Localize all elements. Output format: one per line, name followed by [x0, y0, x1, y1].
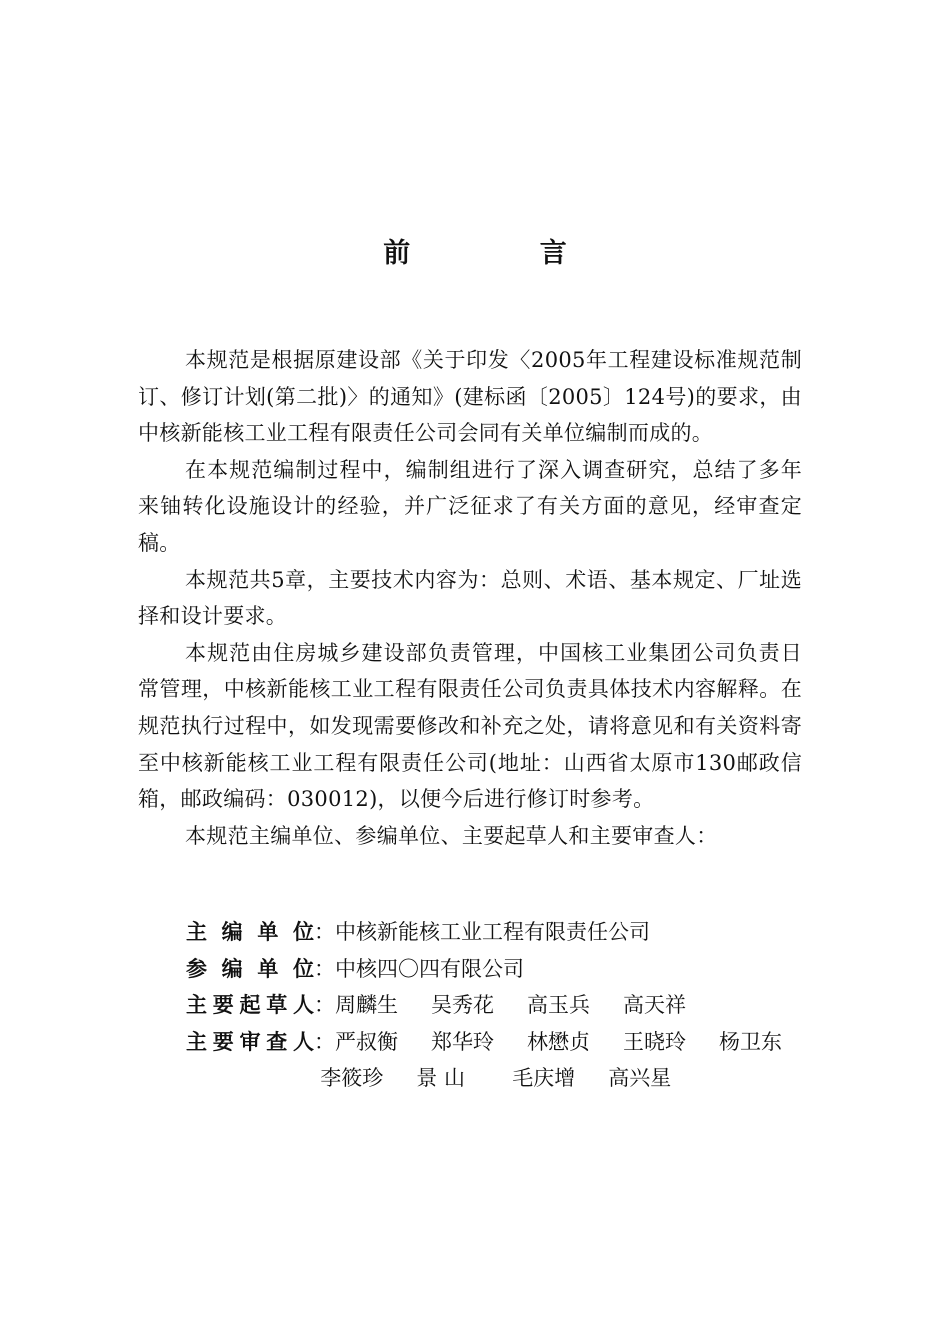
credit-drafters: [186, 987, 826, 1024]
reviewer-names: [335, 1024, 826, 1061]
reviewer-name: 高兴星: [608, 1066, 672, 1091]
credit-label: 主要审查人: [186, 1029, 314, 1054]
credit-colon: ：: [314, 993, 335, 1018]
drafter-name: 吴秀花: [431, 993, 494, 1018]
drafter-names: [335, 987, 826, 1024]
reviewer-name: 郑华玲: [431, 1029, 494, 1054]
paragraph-origin: 本规范是根据原建设部《关于印发〈2005年工程建设标准规范制订、修订计划(第二批)〉的通知》(建标函〔2005〕124号)的要求，由中核新能核工业工程有限责任公司会同有关单位编制而成的。: [138, 348, 802, 446]
preface-body: [138, 342, 802, 854]
drafter-name: 周麟生: [335, 993, 398, 1018]
reviewer-name: 毛庆增: [512, 1066, 576, 1091]
page-title: 前 言: [383, 238, 627, 269]
credit-label: 主要起草人: [186, 993, 314, 1018]
credit-value: 中核四〇四有限公司: [335, 956, 524, 981]
drafter-name: 高玉兵: [527, 993, 590, 1018]
paragraph-management: 本规范由住房城乡建设部负责管理，中国核工业集团公司负责日常管理，中核新能核工业工程有限责任公司负责具体技术内容解释。在规范执行过程中，如发现需要修改和补充之处，请将意见和有关资料寄至中核新能核工业工程有限责任公司(地址：山西省太原市130邮政信箱，邮政编码：030012)，以便今后进行修订时参考。: [138, 640, 802, 812]
credit-participant: [186, 951, 826, 988]
credit-reviewers: [186, 1024, 826, 1061]
credit-colon: ：: [314, 956, 335, 981]
drafter-name: 高天祥: [623, 993, 686, 1018]
reviewer-name: 李筱珍: [320, 1066, 384, 1091]
reviewer-name: 严叔衡: [335, 1029, 398, 1054]
reviewer-name: 林懋贞: [527, 1029, 590, 1054]
paragraph-process: 在本规范编制过程中，编制组进行了深入调查研究，总结了多年来铀转化设施设计的经验，并广泛征求了有关方面的意见，经审查定稿。: [138, 457, 802, 555]
credit-value: 中核新能核工业工程有限责任公司: [335, 920, 650, 944]
credit-label: 参编单位: [186, 956, 314, 981]
reviewer-name: 景 山: [416, 1066, 465, 1091]
reviewer-name: 杨卫东: [719, 1029, 782, 1054]
credit-label: 主编单位: [186, 920, 314, 944]
credit-colon: ：: [314, 920, 335, 944]
paragraph-contents: 本规范共5章，主要技术内容为：总则、术语、基本规定、厂址选择和设计要求。: [138, 567, 802, 629]
credit-reviewers-continued: [186, 1060, 826, 1097]
credits-block: [186, 914, 826, 1097]
paragraph-credits-intro: 本规范主编单位、参编单位、主要起草人和主要审查人：: [185, 823, 718, 848]
credit-colon: ：: [314, 1029, 335, 1054]
credit-chief-editor: [186, 914, 826, 951]
reviewer-name: 王晓玲: [623, 1029, 686, 1054]
